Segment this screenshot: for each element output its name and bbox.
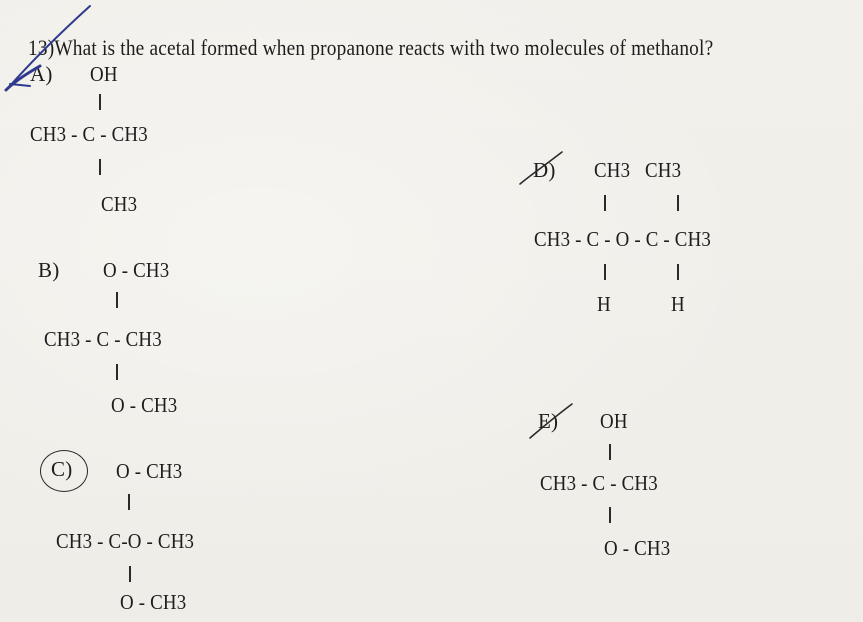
option-a-bottom-group: CH3 bbox=[101, 192, 138, 216]
option-e-label: E) bbox=[538, 409, 559, 433]
option-c-label: C) bbox=[51, 457, 73, 481]
question-line bbox=[28, 37, 713, 59]
option-d-lower-left-bond bbox=[604, 264, 606, 280]
option-a-main-chain: CH3 - C - CH3 bbox=[30, 122, 148, 146]
option-d-label: D) bbox=[533, 158, 556, 182]
option-b-bottom-group: O - CH3 bbox=[111, 393, 178, 417]
option-e-bottom-group: O - CH3 bbox=[604, 536, 671, 560]
option-e-main-chain: CH3 - C - CH3 bbox=[540, 471, 658, 495]
option-a-upper-bond bbox=[99, 94, 101, 110]
option-c-main-chain: CH3 - C-O - CH3 bbox=[56, 529, 195, 553]
option-a-label: A) bbox=[30, 62, 53, 86]
option-e-top-group: OH bbox=[600, 409, 628, 433]
option-b-label: B) bbox=[38, 258, 60, 282]
option-d-lower-right-bond bbox=[677, 264, 679, 280]
option-d-bottom-right-h: H bbox=[671, 292, 685, 316]
option-e-upper-bond bbox=[609, 444, 611, 460]
option-e-lower-bond bbox=[609, 507, 611, 523]
option-d-upper-left-bond bbox=[604, 195, 606, 211]
option-d-upper-right-bond bbox=[677, 195, 679, 211]
option-b-top-group: O - CH3 bbox=[103, 258, 170, 282]
question-text: What is the acetal formed when propanone reacts with two molecules of methanol? bbox=[54, 35, 714, 60]
option-b-upper-bond bbox=[116, 292, 118, 308]
option-a-top-group: OH bbox=[90, 62, 118, 86]
option-d-bottom-left-h: H bbox=[597, 292, 611, 316]
option-c-upper-bond bbox=[128, 494, 130, 510]
option-a-lower-bond bbox=[99, 159, 101, 175]
option-d-top-groups: CH3 CH3 bbox=[594, 158, 682, 182]
option-b-lower-bond bbox=[116, 364, 118, 380]
option-b-main-chain: CH3 - C - CH3 bbox=[44, 327, 162, 351]
option-c-top-group: O - CH3 bbox=[116, 459, 183, 483]
option-c-bottom-group: O - CH3 bbox=[120, 590, 187, 614]
option-d-main-chain: CH3 - C - O - C - CH3 bbox=[534, 227, 712, 251]
question-number: 13) bbox=[28, 35, 55, 60]
option-c-lower-bond bbox=[129, 566, 131, 582]
